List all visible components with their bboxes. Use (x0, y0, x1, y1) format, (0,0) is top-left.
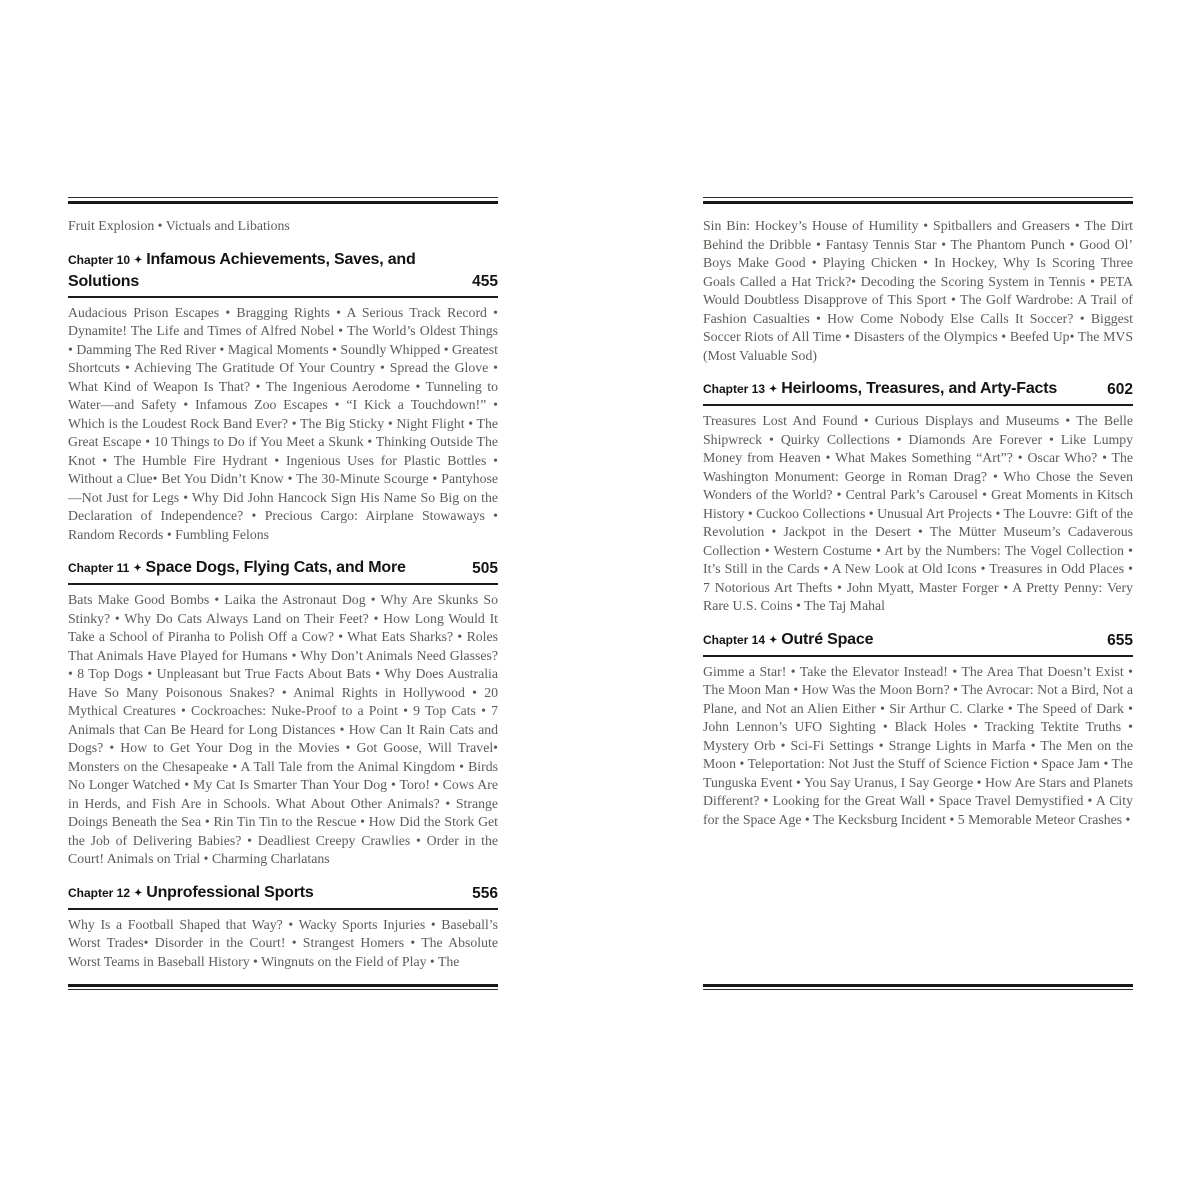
toc-chapter (703, 378, 1133, 616)
chapter-label: Chapter 11 (68, 561, 130, 575)
chapter-page-number: 455 (472, 272, 498, 290)
chapter-heading (703, 629, 1133, 657)
toc-chapter (68, 557, 498, 869)
chapter-page-number: 505 (472, 560, 498, 577)
chapter-topics: Why Is a Football Shaped that Way? • Wacky Sports Injuries • Baseball’s Worst Trades• Disorder in the Court! • Strangest Homers • The Absolute Worst Teams in Baseball History • Wingnuts on the Field of Play • The (68, 916, 498, 969)
bottom-rule (68, 984, 498, 990)
chapter-topics: Bats Make Good Bombs • Laika the Astronaut Dog • Why Are Skunks So Stinky? • Why Do Cats Always Land on Their Feet? • How Long Would It Take a School of Piranha to Polish Off a Cow? • What Eats Sharks? • Roles That Animals Have Played for Humans • Why Don’t Animals Need Glasses? • 8 Top Dogs • Unpleasant but True Facts About Bats • Why Does Australia Have So Many Poisonous Snakes? • Animal Rights in Hollywood • 20 Mythical Creatures • Cockroaches: Nuke-Proof to a Point • 9 Top Cats • 7 Animals that Can Be Heard for Long Distances • How Can It Rain Cats and Dogs? • How to Get Your Dog in the Movies • Got Goose, Will Travel• Monsters on the Chesapeake • A Tall Tale from the Animal Kingdom • Birds No Longer Watched • My Cat Is Smarter Than Your Dog • Toro! • Cows Are in Herds, and Fish Are in Schools. What About Other Animals? • Strange Doings Beneath the Sea • Rin Tin Tin to the Rescue • How Did the Stork Get the Job of Delivering Babies? • Deadliest Creepy Crawlies • Order in the Court! Animals on Trial • Charming Charlatans (68, 592, 498, 866)
bottom-rule-thick-line (703, 984, 1133, 987)
chapter-page-number: 556 (472, 884, 498, 902)
page-content (68, 204, 498, 971)
toc-chapter (68, 882, 498, 972)
chapter-topics: Gimme a Star! • Take the Elevator Instead! • The Area That Doesn’t Exist • The Moon Man • How Was the Moon Born? • The Avrocar: Not a Bird, Not a Plane, and Not an Alien Either • Sir Arthur C. Clarke • The Speed of Dark • John Lennon’s UFO Sighting • Black Holes • Tracking Tektite Truths • Mystery Orb • Sci-Fi Settings • Strange Lights in Marfa • The Men on the Moon • Teleportation: Not Just the Stuff of Science Fiction • Space Jam • The Tunguska Event • You Say Uranus, I Say George • How Are Stars and Planets Different? • Looking for the Great Wall • Space Travel Demystified • A City for the Space Age • The Kecksburg Incident • 5 Memorable Meteor Crashes • (703, 663, 1133, 827)
chapter-list (703, 378, 1133, 829)
chapter-heading (703, 378, 1133, 406)
chapter-heading-text (68, 251, 416, 290)
chapter-heading (68, 882, 498, 910)
top-rule-thin-line (68, 197, 498, 198)
chapter-title: Infamous Achievements, Saves, and Solutions (68, 250, 416, 290)
chapter-label: Chapter 10 (68, 252, 131, 267)
toc-chapter (68, 249, 498, 545)
chapter-heading-text (703, 380, 1057, 397)
diamond-icon: ✦ (769, 634, 778, 646)
chapter-title: Unprofessional Sports (146, 883, 314, 901)
chapter-heading (68, 557, 498, 585)
continuation-text: Fruit Explosion • Victuals and Libations (68, 218, 290, 233)
chapter-topics: Treasures Lost And Found • Curious Displays and Museums • The Belle Shipwreck • Quirky Collections • Diamonds Are Forever • Like Lumpy Money from Heaven • What Makes Something “Art”? • Oscar Who? • The Washington Monument: George in Roman Drag? • Who Chose the Seven Wonders of the World? • Central Park’s Carousel • Great Moments in Kitsch History • Cuckoo Collections • Unusual Art Projects • The Louvre: Gift of the Revolution • Jackpot in the Desert • The Mütter Museum’s Cadaverous Collection • Western Costume • Art by the Numbers: The Vogel Collection • It’s Still in the Cards • A New Look at Old Icons • Treasures in Odd Places • 7 Notorious Art Thefts • John Myatt, Master Forger • A Pretty Penny: Very Rare U.S. Coins • The Taj Mahal (703, 413, 1134, 613)
toc-page-right (703, 197, 1133, 990)
chapter-page-number: 602 (1107, 381, 1133, 398)
chapter-label: Chapter 14 (703, 632, 766, 647)
diamond-icon: ✦ (134, 254, 143, 266)
chapter-title: Heirlooms, Treasures, and Arty-Facts (781, 380, 1058, 397)
chapter-topics: Audacious Prison Escapes • Bragging Rights • A Serious Track Record • Dynamite! The Life and Times of Alfred Nobel • The World’s Oldest Things • Damming The Red River • Magical Moments • Soundly Whipped • Greatest Shortcuts • Achieving The Gratitude Of Your Country • Spread the Glove • What Kind of Weapon Is That? • The Ingenious Aerodome • Tunneling to Water—and Safety • Infamous Zoo Escapes • “I Kick a Touchdown!” • Which is the Loudest Rock Band Ever? • The Big Sticky • Night Flight • The Great Escape • 10 Things to Do if You Meet a Skunk • Thinking Outside The Knot • The Humble Fire Hydrant • Ingenious Uses for Plastic Bottles • Without a Clue• Bet You Didn’t Know • The 30-Minute Scourge • Pantyhose—Not Just for Legs • Why Did John Hancock Sign His Name So Big on the Declaration of Independence? • Precious Cargo: Airplane Stowaways • Random Records • Fumbling Felons (68, 304, 498, 542)
diamond-icon: ✦ (134, 887, 143, 899)
chapter-title: Outré Space (781, 630, 874, 648)
bottom-rule (703, 984, 1133, 990)
chapter-heading-text (703, 631, 873, 648)
top-rule (703, 197, 1133, 204)
bottom-rule-thick-line (68, 984, 498, 987)
chapter-heading (68, 249, 498, 298)
toc-page-left (68, 197, 498, 990)
chapter-label: Chapter 12 (68, 885, 131, 900)
chapter-list (68, 249, 498, 972)
toc-chapter (703, 629, 1133, 830)
diamond-icon: ✦ (133, 563, 142, 574)
chapter-heading-text (68, 884, 314, 901)
diamond-icon: ✦ (769, 384, 778, 395)
top-rule (68, 197, 498, 204)
chapter-page-number: 655 (1107, 631, 1133, 649)
bottom-rule-thin-line (703, 989, 1133, 990)
chapter-heading-text (68, 559, 406, 576)
continuation-text: Sin Bin: Hockey’s House of Humility • Spitballers and Greasers • The Dirt Behind the Dribble • Fantasy Tennis Star • The Phantom Punch • Good Ol’ Boys Make Good • Playing Chicken • In Hockey, Why Is Scoring Three Goals Called a Hat Trick?• Decoding the Scoring System in Tennis • PETA Would Doubtless Disapprove of This Sport • The Golf Wardrobe: A Trail of Fashion Casualties • How Come Nobody Else Calls It Soccer? • Biggest Soccer Riots of All Time • Disasters of the Olympics • Beefed Up• The MVS (Most Valuable Sod) (703, 218, 1133, 363)
chapter-label: Chapter 13 (703, 382, 766, 396)
chapter-title: Space Dogs, Flying Cats, and More (145, 559, 406, 576)
bottom-rule-thin-line (68, 989, 498, 990)
top-rule-thin-line (703, 197, 1133, 198)
page-content (703, 204, 1133, 829)
